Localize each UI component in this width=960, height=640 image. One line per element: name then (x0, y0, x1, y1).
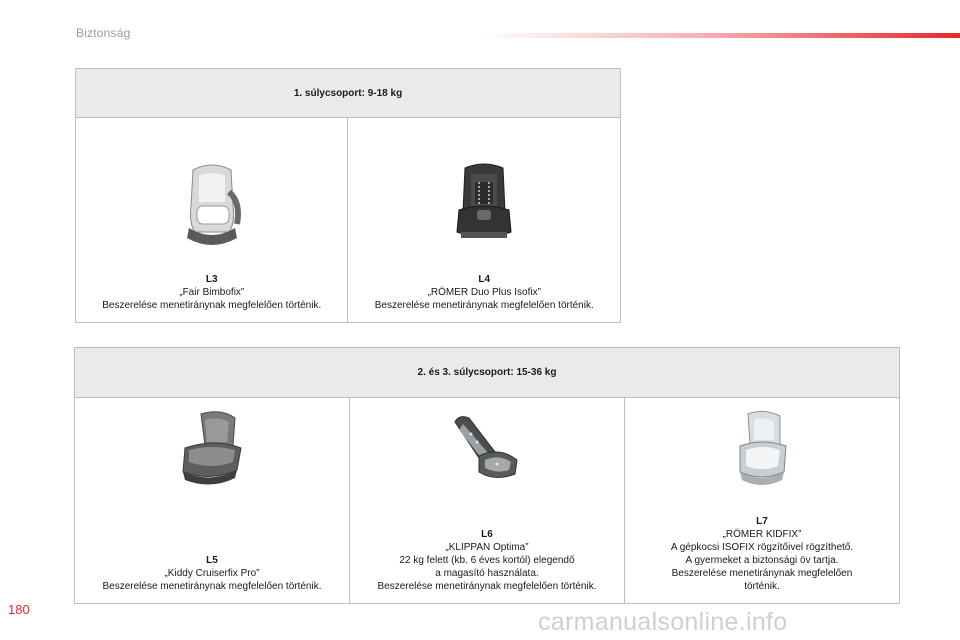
seat-model-name: „KLIPPAN Optima” (445, 542, 529, 553)
seat-description-line: Beszerelése menetiránynak megfelelően történik. (102, 300, 322, 311)
seat-model-name: „Fair Bimbofix” (179, 287, 245, 298)
seat-description-line: Beszerelése menetiránynak megfelelően (671, 568, 853, 579)
seat-model-name: „RÖMER Duo Plus Isofix” (427, 287, 541, 298)
seat-cell-l3 (76, 118, 348, 323)
child-seat-image-l3 (175, 162, 249, 246)
seat-model-name: „Kiddy Cruiserfix Pro” (164, 568, 260, 579)
section-title: Biztonság (76, 26, 131, 40)
seat-description-line: Beszerelése menetiránynak megfelelően történik. (374, 300, 594, 311)
seat-description-line: történik. (744, 581, 780, 592)
seat-code: L6 (481, 529, 493, 540)
seat-description-line: 22 kg felett (kb. 6 éves kortól) elegendő (399, 555, 575, 566)
seat-code: L7 (756, 516, 768, 527)
seat-description-line: Beszerelése menetiránynak megfelelően történik. (102, 581, 322, 592)
seat-cell-l5 (75, 398, 350, 604)
table-heading: 1. súlycsoport: 9-18 kg (76, 69, 621, 118)
child-seat-image-l4 (451, 162, 517, 246)
seat-code: L4 (478, 274, 491, 285)
seat-code: L3 (205, 274, 218, 285)
seat-table-group23 (74, 347, 900, 604)
watermark: carmanualsonline.info (538, 608, 788, 636)
seat-cell-l6 (349, 398, 624, 604)
seat-description-line: a magasító használata. (435, 568, 539, 579)
child-seat-image-l6 (449, 412, 525, 484)
seat-model-name: „RÖMER KIDFIX” (722, 529, 802, 540)
seat-description-line: A gyermeket a biztonsági öv tartja. (685, 555, 839, 566)
child-seat-image-l7 (732, 410, 792, 490)
seat-code: L5 (206, 555, 218, 566)
seat-cell-l7 (624, 398, 899, 604)
seat-description-line: Beszerelése menetiránynak megfelelően történik. (377, 581, 597, 592)
seat-table-group1 (75, 68, 621, 323)
header-accent-rule (480, 33, 960, 38)
page-number: 180 (8, 602, 30, 617)
child-seat-image-l5 (175, 410, 249, 490)
seat-cell-l4 (348, 118, 621, 323)
table-heading: 2. és 3. súlycsoport: 15-36 kg (75, 348, 900, 398)
seat-description-line: A gépkocsi ISOFIX rögzítőivel rögzíthető. (670, 542, 854, 553)
